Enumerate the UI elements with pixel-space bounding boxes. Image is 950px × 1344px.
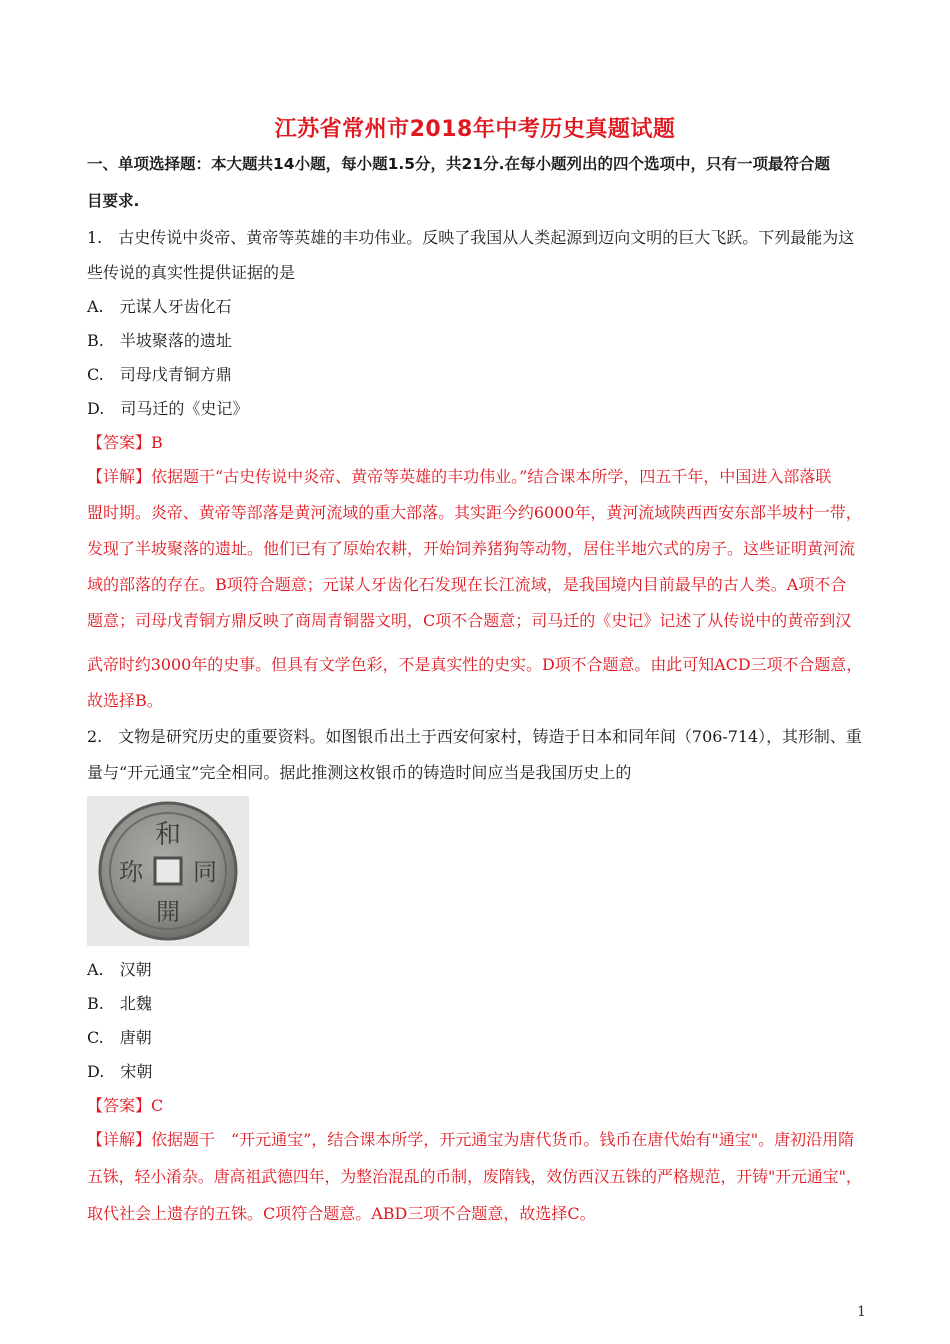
- q1-explanation-line: 故选择B。: [87, 691, 163, 710]
- coin-char: 珎: [119, 858, 143, 886]
- coin-char: 同: [193, 858, 217, 886]
- q2-option-d: D. 宋朝: [87, 1062, 153, 1081]
- q1-option-c: C. 司母戊青铜方鼎: [87, 365, 232, 384]
- q2-stem-line1: 2. 文物是研究历史的重要资料。如图银币出土于西安何家村，铸造于日本和同年间（706-714），其形制、重: [87, 727, 862, 746]
- q1-stem-line1: 1. 古史传说中炎帝、黄帝等英雄的丰功伟业。反映了我国从人类起源到迈向文明的巨大飞跃。下列最能为这: [87, 228, 855, 247]
- q1-explanation-line: 武帝时约3000年的史事。但具有文学色彩，不是真实性的史实。D项不合题意。由此可知ACD三项不合题意，: [87, 655, 863, 674]
- q1-answer: 【答案】B: [87, 433, 163, 452]
- q2-stem-line2: 量与“开元通宝”完全相同。据此推测这枚银币的铸造时间应当是我国历史上的: [87, 763, 632, 782]
- q2-explanation-line: 五铢，轻小淆杂。唐高祖武德四年，为整治混乱的币制，废隋钱，效仿西汉五铢的严格规范，开铸"开元通宝"，: [87, 1167, 862, 1186]
- q1-stem-line2: 些传说的真实性提供证据的是: [87, 263, 296, 282]
- q1-explanation-line: 【详解】依据题干“古史传说中炎帝、黄帝等英雄的丰功伟业。”结合课本所学，四五千年，中国进入部落联: [87, 467, 832, 486]
- q1-explanation-line: 发现了半坡聚落的遗址。他们已有了原始农耕，开始饲养猪狗等动物，居住半地穴式的房子。这些证明黄河流: [87, 539, 856, 558]
- q1-explanation-line: 域的部落的存在。B项符合题意；元谋人牙齿化石发现在长江流域，是我国境内目前最早的古人类。A项不合: [87, 575, 847, 594]
- q1-explanation-line: 盟时期。炎帝、黄帝等部落是黄河流域的重大部落。其实距今约6000年，黄河流域陕西西安东部半坡村一带，: [87, 503, 862, 522]
- q1-option-d: D. 司马迁的《史记》: [87, 399, 249, 418]
- q2-option-a: A. 汉朝: [87, 960, 152, 979]
- q2-answer: 【答案】C: [87, 1096, 164, 1115]
- q1-option-b: B. 半坡聚落的遗址: [87, 331, 232, 350]
- q1-explanation-line: 题意；司母戊青铜方鼎反映了商周青铜器文明，C项不合题意；司马迁的《史记》记述了从传说中的黄帝到汉: [87, 611, 852, 630]
- q1-option-a: A. 元谋人牙齿化石: [87, 297, 232, 316]
- q2-option-c: C. 唐朝: [87, 1028, 152, 1047]
- coin-char: 開: [156, 898, 180, 926]
- q2-explanation-line: 取代社会上遗存的五铢。C项符合题意。ABD三项不合题意，故选择C。: [87, 1204, 596, 1223]
- page-number: 1: [857, 1304, 866, 1320]
- section-heading-line1: 一、单项选择题：本大题共14小题，每小题1.5分，共21分.在每小题列出的四个选项中，只有一项最符合题: [87, 155, 830, 173]
- section-heading-line2: 目要求.: [87, 192, 140, 210]
- q2-option-b: B. 北魏: [87, 994, 152, 1013]
- q2-explanation-line: 【详解】依据题干 “开元通宝”，结合课本所学，开元通宝为唐代货币。钱币在唐代始有"通宝"。唐初沿用隋: [87, 1130, 855, 1149]
- coin-char: 和: [154, 820, 182, 850]
- coin-image: [87, 796, 249, 946]
- page-title: 江苏省常州市2018年中考历史真题试题: [274, 117, 676, 142]
- coin-illustration: [87, 796, 249, 946]
